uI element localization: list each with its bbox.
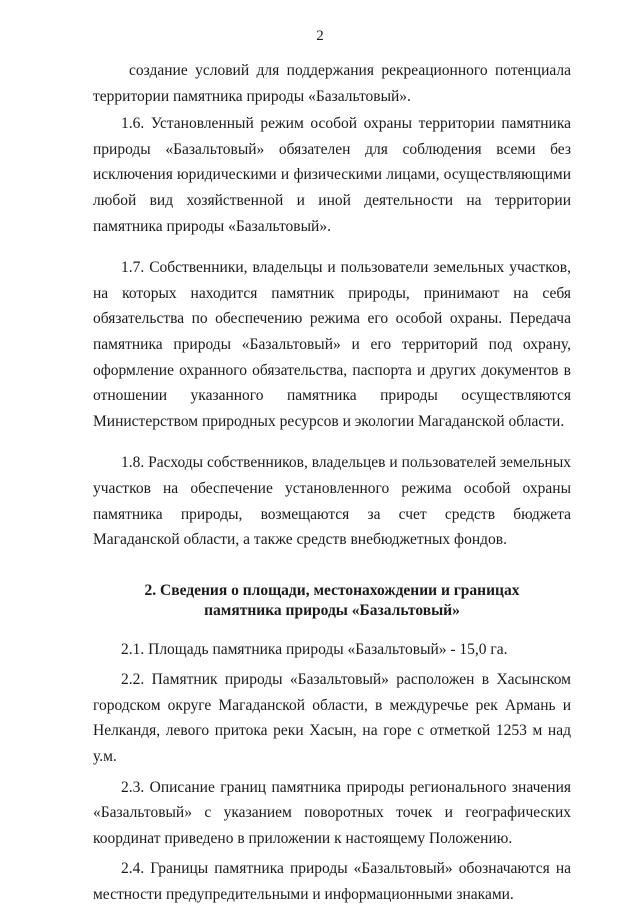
document-body: [93, 58, 571, 908]
paragraph-1-8: 1.8. Расходы собственников, владельцев и пользователей земельных участков на обеспечение установленного режима особой охраны памятника природы, возмещаются за счет средств бюджета Магаданской области, а также средств внебюджетных фондов.: [93, 454, 571, 549]
paragraph-2-4: 2.4. Границы памятника природы «Базальтовый» обозначаются на местности предупредительными и информационными знаками.: [93, 860, 571, 904]
page-number: 2: [316, 28, 324, 44]
paragraph-recreation: создание условий для поддержания рекреационного потенциала территории памятника природы «Базальтовый».: [93, 62, 571, 105]
section-2-heading-line-2: памятника природы «Базальтовый»: [204, 601, 460, 619]
paragraph-1-6: 1.6. Установленный режим особой охраны территории памятника природы «Базальтовый» обязателен для соблюдения всеми без исключения юридическими и физическими лицами, осуществляющими любой вид хозяйственной и иной деятельности на территории памятника природы «Базальтовый».: [93, 115, 571, 235]
section-2-heading: [93, 581, 571, 621]
paragraph-2-1: 2.1. Площадь памятника природы «Базальтовый» - 15,0 га.: [121, 640, 508, 658]
paragraph-2-2: 2.2. Памятник природы «Базальтовый» расположен в Хасынском городском округе Магаданской области, в междуречье рек Армань и Нелкандя, левого притока реки Хасын, на горе с отметкой 1253 м над у.м.: [93, 671, 571, 766]
section-2-heading-line-1: 2. Сведения о площади, местонахождении и границах: [144, 581, 520, 599]
paragraph-1-7: 1.7. Собственники, владельцы и пользователи земельных участков, на которых находится памятник природы, принимают на себя обязательства по обеспечению режима его особой охраны. Передача памятника природы «Базальтовый» и его территорий под охрану, оформление охранного обязательства, паспорта и других документов в отношении указанного памятника природы осуществляются Министерством природных ресурсов и экологии Магаданской области.: [93, 259, 571, 430]
paragraph-2-3: 2.3. Описание границ памятника природы регионального значения «Базальтовый» с указанием поворотных точек и географических координат приведено в приложении к настоящему Положению.: [93, 778, 571, 847]
